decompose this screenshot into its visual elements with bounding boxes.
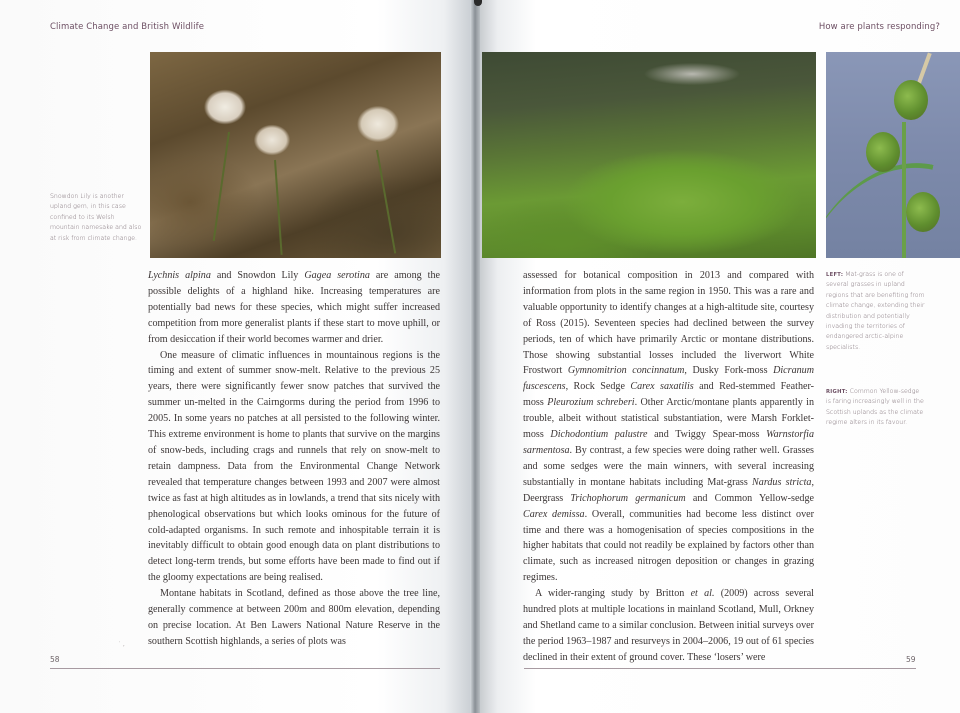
text-run: are among the possible delights of a highland hike. Increasing temperatures are potentially bad news for these species, which might suffer increased competition from more generalist plants if these start to move uphill, or from desiccation if their world becomes warmer and drier. <box>148 270 440 345</box>
sedge-seed-head <box>906 192 940 232</box>
footer-rule-left <box>50 668 440 669</box>
text-run: A wider-ranging study by Britton <box>535 588 691 600</box>
paragraph <box>523 268 814 586</box>
text-run: (2009) across several hundred plots at multiple locations in mainland Scotland, Mull, Orkney and Shetland came to a similar conclusion. Between initial surveys over the period 1963–1987 and resurveys in 2004–2006, 19 out of 61 species declined in their extent of ground cover. These ‘losers’ were <box>523 588 814 663</box>
caption-label: RIGHT: <box>826 389 848 395</box>
text-run: , Deergrass <box>523 476 814 504</box>
flower-stem <box>213 132 230 241</box>
species-name: Gymnomitrion concinnatum <box>567 365 685 377</box>
species-name: Pleurozium schreberi <box>547 397 635 409</box>
text-run: and Common Yellow-sedge <box>685 492 814 504</box>
text-run: . Other Arctic/montane plants apparently in trouble, albeit without statistical substantiation, were Marsh Forklet-moss <box>523 397 815 441</box>
text-run: . Overall, communities had become less distinct over time and there was a homogenisation of species compositions in the higher habitats that could not readily be explained by factors other than climate, such as increased nitrogen deposition or changes in grazing regimes. <box>523 508 814 584</box>
photo-caption-left <box>826 270 926 353</box>
yellow-sedge-photo <box>826 52 960 258</box>
photo-caption-snowdon-lily: Snowdon Lily is another upland gem, in this case confined to its Welsh mountain namesake and also at risk from climate change. <box>50 193 142 242</box>
text-run: . By contrast, a few species were doing rather well. Grasses and some sedges were the main winners, with several increasing substantially in montane habitats including Mat-grass <box>523 444 814 488</box>
species-name: Nardus stricta <box>752 476 812 488</box>
text-run: , Rock Sedge <box>565 381 631 393</box>
mat-grass-photo <box>482 52 816 258</box>
species-name: Trichophorum germanicum <box>570 492 686 504</box>
species-name: Lychnis alpina <box>148 270 211 281</box>
species-name: Warnstorfia sarmentosa <box>523 429 814 456</box>
species-name: Dichodontium palustre <box>550 429 648 441</box>
species-name: Carex demissa <box>523 508 585 520</box>
sedge-stem <box>902 122 906 258</box>
photo-caption-right <box>826 387 926 429</box>
species-name: Carex saxatilis <box>630 381 694 393</box>
text-run: and Red-stemmed Feather-moss <box>523 381 814 409</box>
right-body-text <box>523 268 814 666</box>
page-number-right: 59 <box>906 655 916 664</box>
text-run: One measure of climatic influences in mountainous regions is the timing and extent of summer snow-melt. Relative to the previous 25 years, there were significantly fewer snow patches that survived the summer un-melted in the Cairngorms during the period from 1996 to 2005. In some years no patches at all persisted to the following winter. This extreme environment is home to plants that survive on the margins of snow-beds, including crags and runnels that rely on snow-melt to retain dampness. Data from the Environmental Change Network revealed that temperature changes between 1993 and 2007 were almost twice as fast at high altitudes as in lowlands, a trend that sits nicely with phenological observations but which looks ominous for the future of cold-adapted organisms. In such remote and inhospitable terrain it is inevitably difficult to obtain good enough data on plant distributions to detect long-term trends, but some efforts have been made to find out if the gloomy expectations are being realised. <box>148 349 440 584</box>
print-speck: ˙ , <box>118 641 125 648</box>
paragraph <box>148 268 440 348</box>
running-head-right: How are plants responding? <box>818 22 940 32</box>
species-name: et al. <box>690 588 715 600</box>
footer-rule-right <box>524 668 916 669</box>
caption-text: Mat-grass is one of several grasses in upland regions that are benefiting from climate change, extending their distribution and potentially invading the territories of endangered arctic-alpine specialists. <box>826 271 925 351</box>
sedge-seed-head <box>866 132 900 172</box>
paragraph <box>148 348 440 587</box>
caption-label: LEFT: <box>826 272 844 278</box>
sedge-seed-head <box>894 80 928 120</box>
book-gutter <box>470 0 480 713</box>
text-run: , Dusky Fork-moss <box>684 365 774 377</box>
species-name: Dicranum fuscescens <box>523 365 815 393</box>
paragraph <box>148 586 440 650</box>
flower-stem <box>376 150 396 254</box>
snowdon-lily-photo <box>150 52 441 258</box>
caption-text: Common Yellow-sedge is faring increasingly well in the Scottish uplands as the climate regime alters in its favour. <box>826 388 924 427</box>
text-run: and Twiggy Spear-moss <box>647 429 767 441</box>
paragraph <box>523 586 814 666</box>
running-head-left: Climate Change and British Wildlife <box>50 22 205 32</box>
text-run: and Snowdon Lily <box>210 270 305 281</box>
text-run: assessed for botanical composition in 2013 and compared with information from plots in the same region in 1950. This was a rare and valuable opportunity to identify changes at a high-altitude site, courtesy of Ross (2015). Seventeen species had declined between the survey periods, ten of which have primarily Arctic or montane distributions. Those showing substantial losses included the liverwort White Frostwort <box>523 270 814 377</box>
species-name: Gagea serotina <box>304 270 370 281</box>
page-number-left: 58 <box>50 655 60 664</box>
left-body-text <box>148 268 440 650</box>
flower-stem <box>274 160 283 255</box>
text-run: Montane habitats in Scotland, defined as those above the tree line, generally commence at between 200m and 800m elevation, depending on precise location. At Ben Lawers National Nature Reserve in the southern Scottish highlands, a series of plots was <box>148 588 440 647</box>
